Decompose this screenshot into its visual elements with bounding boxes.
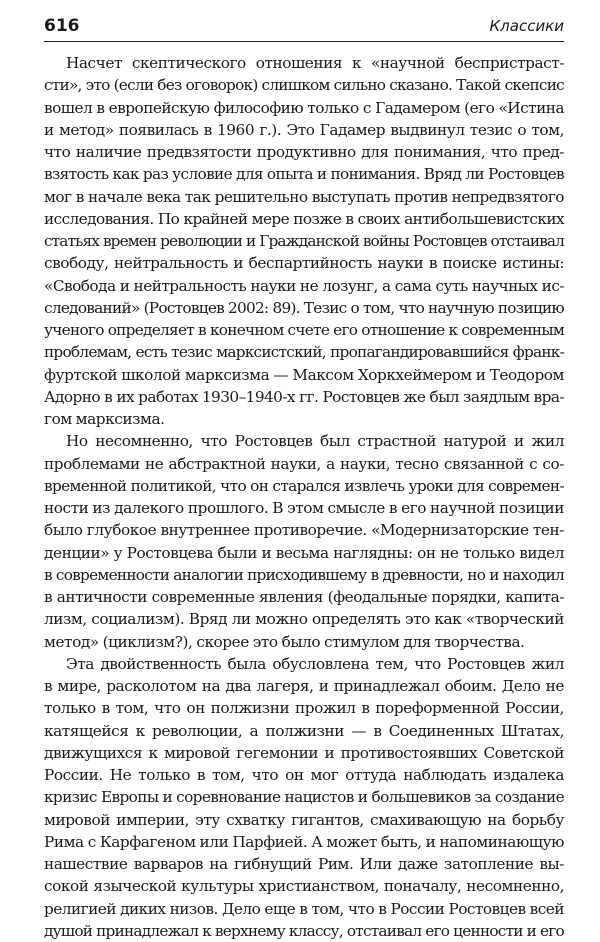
text-line: денции» у Ростовцева были и весьма наглядны: он не только видел — [44, 543, 564, 562]
text-line: взятость как раз условие для опыта и понимания. Вряд ли Ростовцев — [44, 165, 564, 184]
text-line: душой принадлежал к верхнему классу, отстаивал его ценности и его — [44, 921, 564, 940]
text-line: в мире, расколотом на два лагеря, и принадлежал обоим. Дело не — [44, 677, 564, 695]
text-line: нашествие варваров на гибнущий Рим. Или даже затопление вы- — [44, 855, 564, 873]
text-line: мировой империи, эту схватку гигантов, смахивающую на борьбу — [44, 810, 564, 829]
header-rule — [44, 41, 564, 42]
text-line: «Свобода и нейтральность науки не лозунг, а сама суть научных ис- — [44, 276, 564, 295]
text-line: кризис Европы и соревнование нацистов и большевиков за создание — [44, 788, 564, 807]
paragraph-1 — [44, 52, 564, 430]
text-line: фуртской школой марксизма — Максом Хоркхеймером и Теодором — [44, 365, 564, 384]
text-line: статьях времен революции и Гражданской войны Ростовцев отстаивал — [44, 232, 564, 250]
section-title: Классики — [489, 17, 564, 35]
text-line: проблемам, есть тезис марксистский, пропагандировавшийся франк- — [44, 343, 564, 362]
text-line: ности из далекого прошлого. В этом смысле в его научной позиции — [44, 499, 564, 517]
text-line: временной политикой, что он старался извлечь уроки для современ- — [44, 476, 564, 495]
text-line: России. Не только в том, что он мог оттуда наблюдать издалека — [44, 766, 564, 784]
page-number: 616 — [44, 16, 80, 36]
text-line: и метод» появилась в 1960 г.). Это Гадамер выдвинул тезис о том, — [44, 120, 564, 139]
text-line: Насчет скептического отношения к «научной беспристраст- — [66, 54, 564, 72]
text-line: что наличие предвзятости продуктивно для понимания, что пред- — [44, 143, 564, 161]
text-line: движущихся к мировой гегемонии и противостоявших Советской — [44, 743, 564, 762]
text-line: сокой языческой культуры христианством, поначалу, несомненно, — [44, 877, 564, 896]
text-line: религией диких низов. Дело еще в том, что в России Ростовцев всей — [44, 899, 564, 918]
text-line: сти», это (если без оговорок) слишком сильно сказано. Такой скепсис — [44, 76, 564, 95]
text-line: вошел в европейскую философию только с Гадамером (его «Истина — [44, 98, 564, 117]
text-line: проблемами не абстрактной науки, а науки, тесно связанной с со- — [44, 454, 564, 473]
text-line: было глубокое внутреннее противоречие. «Модернизаторские тен- — [44, 521, 564, 540]
text-line: метод» (циклизм?), скорее это было стимулом для творчества. — [44, 632, 525, 651]
paragraph-3 — [44, 653, 564, 942]
text-line: катящейся к революции, а полжизни — в Соединенных Штатах, — [44, 721, 564, 740]
text-line: в современности аналогии присходившему в древности, но и находил — [44, 565, 564, 584]
text-line: только в том, что он полжизни прожил в пореформенной России, — [44, 699, 564, 718]
body-text — [44, 52, 564, 942]
text-line: свободу, нейтральность и беспартийность науки в поиске истины: — [44, 254, 564, 273]
running-head — [44, 14, 564, 40]
text-line: исследования. По крайней мере позже в своих антибольшевистских — [44, 209, 564, 228]
text-line: Но несомненно, что Ростовцев был страстной натурой и жил — [66, 432, 564, 451]
paragraph-2 — [44, 430, 564, 653]
text-line: гом марксизма. — [44, 410, 165, 428]
text-line: Адорно в их работах 1930–1940-х гг. Ростовцев же был заядлым вра- — [44, 387, 564, 406]
text-line: Эта двойственность была обусловлена тем, что Ростовцев жил — [66, 654, 564, 673]
text-line: в античности современные явления (феодальные порядки, капита- — [44, 588, 564, 606]
text-line: лизм, социализм). Вряд ли можно определять это как «творческий — [44, 610, 564, 629]
text-line: ученого определяет в конечном счете его отношение к современным — [44, 321, 564, 339]
text-line: мог в начале века так решительно выступать против непредвзятого — [44, 187, 564, 206]
text-line: следований» (Ростовцев 2002: 89). Тезис о том, что научную позицию — [44, 298, 564, 317]
text-line: Рима с Карфагеном или Парфией. А может быть, и напоминающую — [44, 832, 564, 851]
